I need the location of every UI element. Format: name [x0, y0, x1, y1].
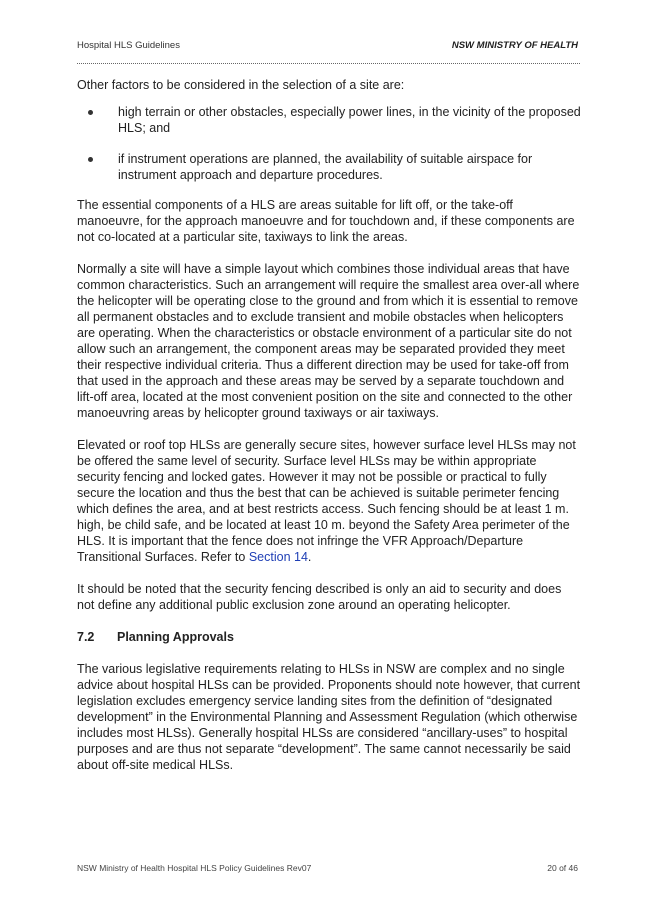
security-paragraph — [77, 437, 582, 565]
footer-document-name: NSW Ministry of Health Hospital HLS Policy Guidelines Rev07 — [77, 863, 312, 873]
header-divider — [77, 63, 580, 64]
layout-paragraph: Normally a site will have a simple layout which combines those individual areas that have common characteristics. Such an arrangement will require the smallest area over-all where the helicopter will be operating close to the ground and from which it is essential to remove all permanent obstacles and to exclude transient and mobile obstacles when helicopters are operating. When the characteristics or obstacle environment of a particular site do not allow such an arrangement, the component areas may be separated provided they meet their respective individual criteria. Thus a different direction may be used for take-off from that used in the approach and these areas may be served by a separate touchdown and lift-off area, located at the most convenient position on the site and connected to the other manoeuvring areas by helicopter ground taxiways or air taxiways. — [77, 262, 580, 420]
security-paragraph-end: . — [307, 550, 312, 564]
security-paragraph-text: Elevated or roof top HLSs are generally secure sites, however surface level HLSs may not be offered the same level of security. Surface level HLSs may be within appropriate security fencing and locked gates. However it may not be possible or practical to fully secure the location and thus the best that can be achieved is suitable perimeter fencing which defines the area, and at best restricts access. Such fencing should be at least 1 m. high, be child safe, and be located at least 10 m. beyond the Safety Area perimeter of the HLS. It is important that the fence does not infringe the VFR Approach/Departure Transitional Surfaces. Refer to — [77, 438, 576, 564]
page-body — [77, 77, 582, 773]
list-item — [77, 104, 582, 136]
section-heading — [77, 629, 582, 645]
header-organization: NSW MINISTRY OF HEALTH — [451, 40, 578, 51]
site-factors-list — [77, 104, 582, 183]
section-number: 7.2 — [77, 630, 95, 644]
fencing-note-paragraph: It should be noted that the security fencing described is only an aid to security and does not define any additional public exclusion zone around an operating helicopter. — [77, 582, 562, 612]
page-number: 20 of 46 — [547, 863, 578, 873]
list-item-text: if instrument operations are planned, the availability of suitable airspace for instrument approach and departure procedures. — [118, 152, 533, 182]
planning-paragraph: The various legislative requirements relating to HLSs in NSW are complex and no single advice about hospital HLSs can be provided. Proponents should note however, that current legislation excludes emergency service landing sites from the definition of “designated development” in the Environmental Planning and Assessment Regulation (which otherwise includes most HLSs). Generally hospital HLSs are considered “ancillary-uses” to hospital purposes and are thus not separate “development”. The same cannot necessarily be said about off-site medical HLSs. — [77, 662, 581, 772]
list-item — [77, 151, 582, 183]
section-title: Planning Approvals — [117, 630, 234, 644]
bullet-icon — [88, 110, 93, 115]
intro-paragraph: Other factors to be considered in the selection of a site are: — [77, 78, 405, 92]
components-paragraph: The essential components of a HLS are areas suitable for lift off, or the take-off manoeuvre, for the approach manoeuvre and for touchdown and, if these components are not co-located at a particular site, taxiways to link the areas. — [77, 198, 575, 244]
section-14-link[interactable]: Section 14 — [248, 550, 308, 564]
header-document-title: Hospital HLS Guidelines — [77, 40, 180, 51]
list-item-text: high terrain or other obstacles, especially power lines, in the vicinity of the proposed HLS; and — [118, 105, 581, 135]
bullet-icon — [88, 157, 93, 162]
